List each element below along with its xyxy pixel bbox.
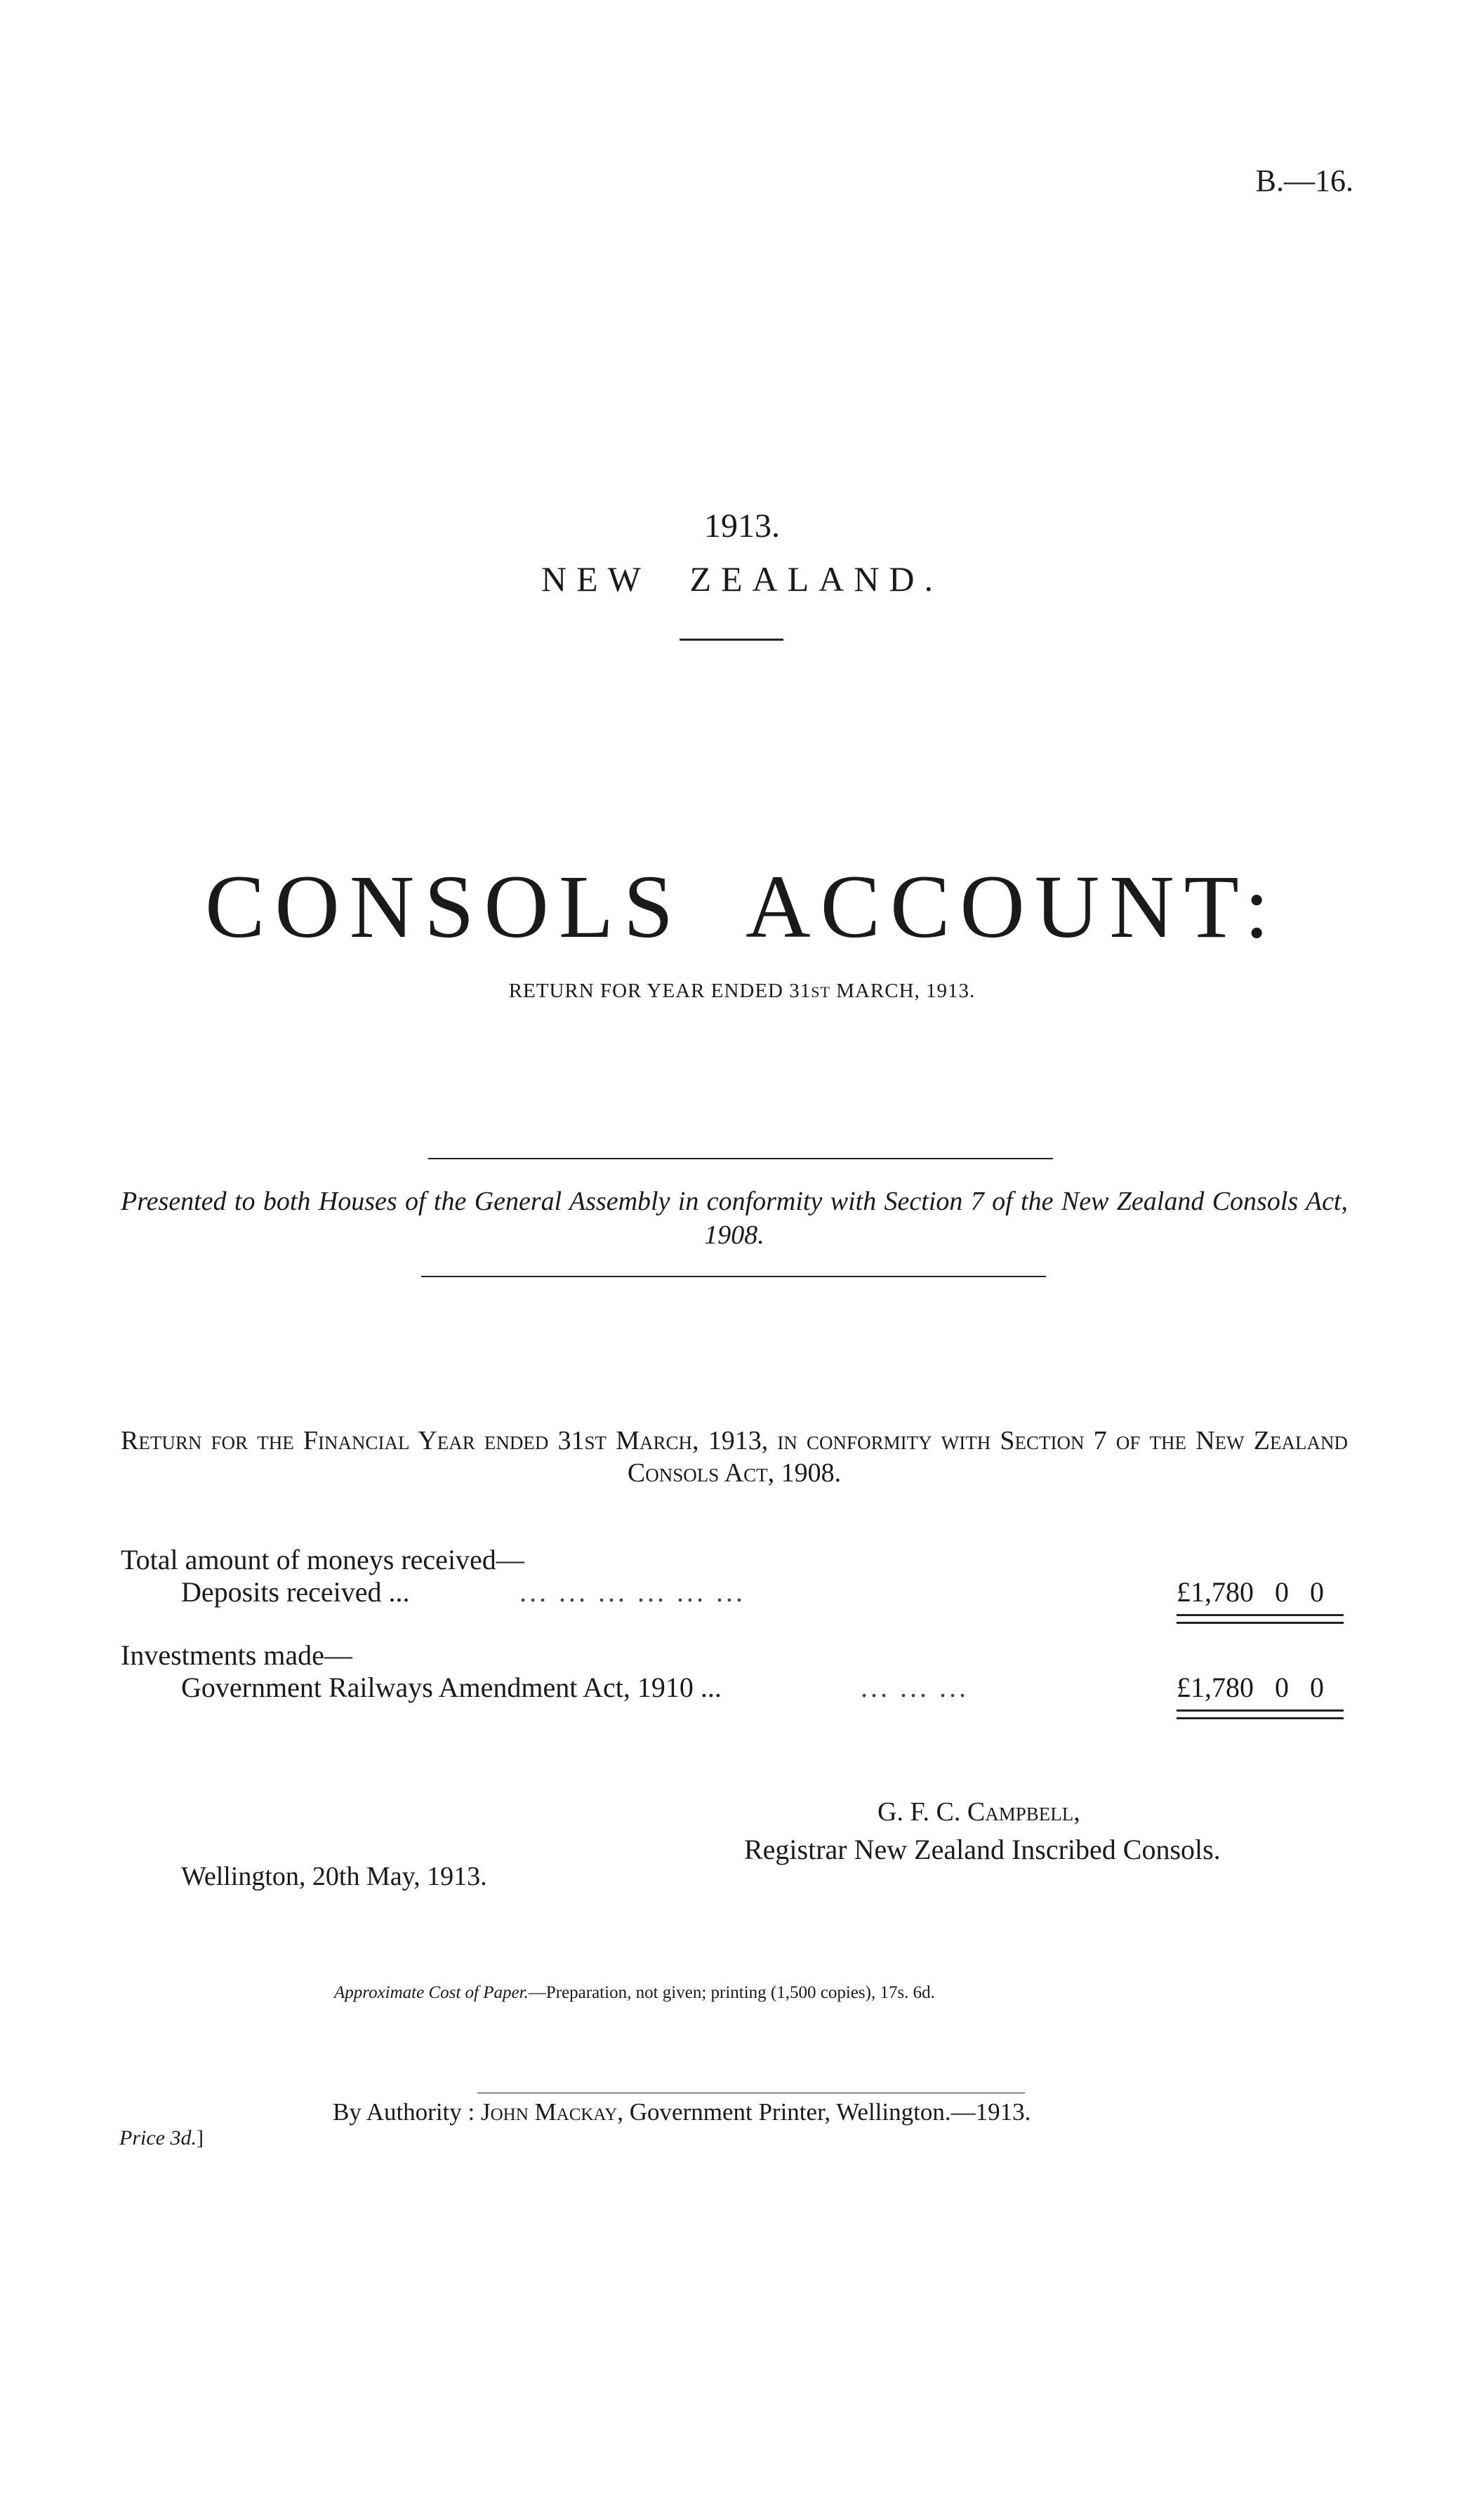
subtitle-main: RETURN FOR YEAR ENDED 31 [508,980,811,1002]
authority-line [333,2098,1031,2126]
cost-note-label: Approximate Cost of Paper. [334,1983,529,2002]
paper-number: B.—16. [1255,164,1353,198]
investments-total-rule [1177,1709,1344,1719]
divider-top [428,1158,1053,1159]
received-item: Deposits received ... [181,1576,410,1608]
authority-prefix: By Authority : [333,2098,481,2126]
subtitle-ordinal: ST [811,983,830,1001]
year: 1913. [704,507,780,545]
signatory-title: Registrar New Zealand Inscribed Consols. [744,1834,1221,1865]
authority-suffix: , Government Printer, Wellington.—1913. [617,2098,1031,2126]
received-heading: Total amount of moneys received— [121,1544,524,1575]
investments-item: Government Railways Amendment Act, 1910 ... [181,1672,722,1703]
investments-amount: £1,780 0 0 [1177,1672,1324,1703]
cost-note [334,1983,935,2003]
cost-note-text: —Preparation, not given; printing (1,500 copies), 17s. 6d. [528,1983,935,2002]
presented-statement: Presented to both Houses of the General Assembly in conformity with Section 7 of the New Zealand Consols Act, 1908. [121,1187,1348,1250]
country-heading: NEW ZEALAND. [541,559,943,599]
place-date: Wellington, 20th May, 1913. [181,1862,487,1891]
price-note [119,2126,204,2150]
subtitle-rest: MARCH, 1913. [830,980,976,1002]
investments-leader-dots: ... ... ... [861,1672,969,1703]
signatory-name: G. F. C. Campbell, [877,1797,1080,1827]
received-total-rule [1177,1614,1344,1624]
price-label: Price 3d. [119,2126,197,2149]
divider-bottom [421,1276,1046,1277]
investments-heading: Investments made— [121,1639,352,1671]
authority-printer: John Mackay [481,2098,618,2126]
page-subtitle [0,980,1484,1003]
received-amount: £1,780 0 0 [1177,1576,1324,1608]
short-rule [680,639,783,641]
received-leader-dots: ... ... ... ... ... ... [519,1576,746,1608]
page-title: CONSOLS ACCOUNT: [204,857,1280,956]
return-heading: Return for the Financial Year ended 31st March, 1913, in conformity with Section 7 of the New Zealand Consols Act, 1908. [121,1426,1348,1488]
price-bracket: ] [196,2126,204,2149]
